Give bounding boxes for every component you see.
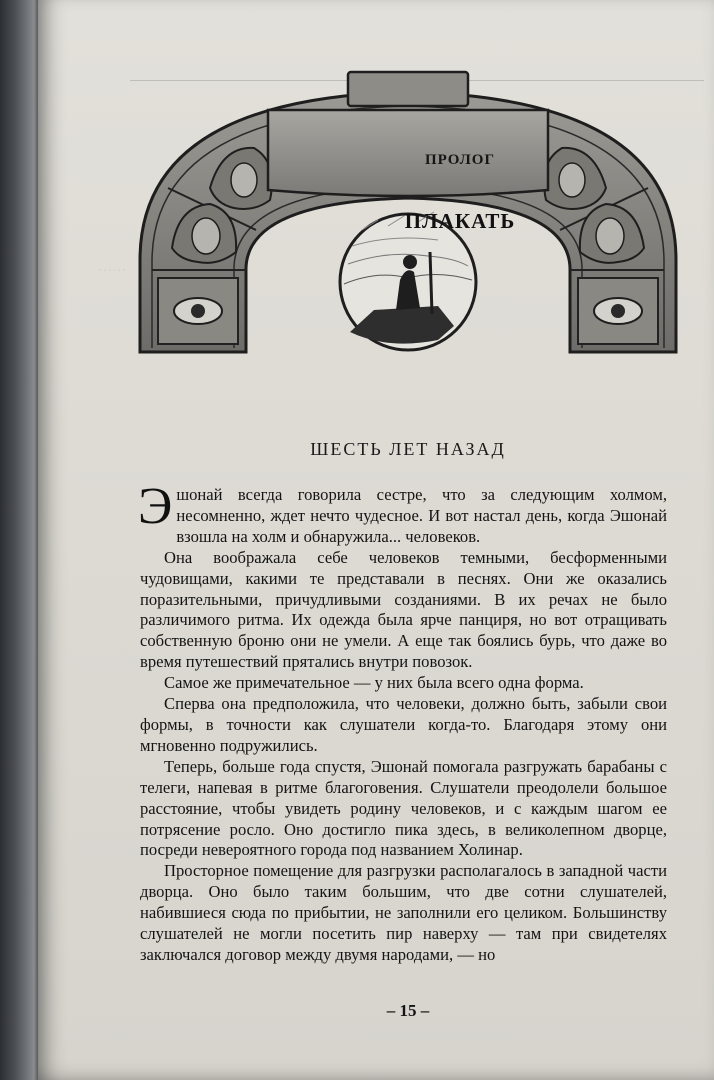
paragraph: Сперва она предположила, что человеки, должно быть, забыли свои формы, в точности как слушатели когда-то. Благодаря этому они мгновенно подружились. [140, 694, 667, 755]
chapter-label: ПРОЛОГ [424, 152, 496, 168]
section-heading: ШЕСТЬ ЛЕТ НАЗАД [310, 439, 506, 459]
chapter-arch-illustration [138, 70, 678, 360]
paragraph [138, 478, 667, 548]
bleed-through: …… [98, 260, 126, 275]
body-text [138, 478, 667, 966]
book-page [38, 0, 714, 1080]
paragraph-text: шонай всегда говорила сестре, что за следующим холмом, несомненно, ждет нечто чудесное. И вот настал день, когда Эшонай взошла на холм и обнаружила... человеков. [176, 485, 667, 546]
drop-cap: Э [138, 478, 173, 535]
page-number: – 15 – [386, 1001, 430, 1020]
paragraph: Самое же примечательное — у них была всего одна форма. [164, 673, 584, 693]
paragraph: Теперь, больше года спустя, Эшонай помогала разгружать барабаны с телеги, напевая в ритме благоговения. Слушатели преодолели большое расстояние, чтобы увидеть родину человеков, и с каждым шагом ее потрясение росло. Оно достигло пика здесь, в великолепном дворце, посреди невероятного города под названием Холинар. [140, 756, 667, 860]
paragraph: Она воображала себе человеков темными, бесформенными чудовищами, какими те представали в песнях. Они же оказались поразительными, причудливыми созданиями. В их речах не было различимого ритма. Их одежда была ярче панциря, но вот отращивать собственную броню они не умели. А еще так боялись бурь, что даже во время путешествий прятались внутри повозок. [140, 547, 667, 672]
chapter-title: ПЛАКАТЬ [404, 209, 516, 233]
paragraph: Просторное помещение для разгрузки располагалось в западной части дворца. Оно было таким большим, что две сотни слушателей, набившиеся сюда по прибытии, не заполнили его целиком. Большинству слушателей не могли посетить пир наверху — там при свидетелях заключался договор между двумя народами, — но [140, 861, 667, 964]
